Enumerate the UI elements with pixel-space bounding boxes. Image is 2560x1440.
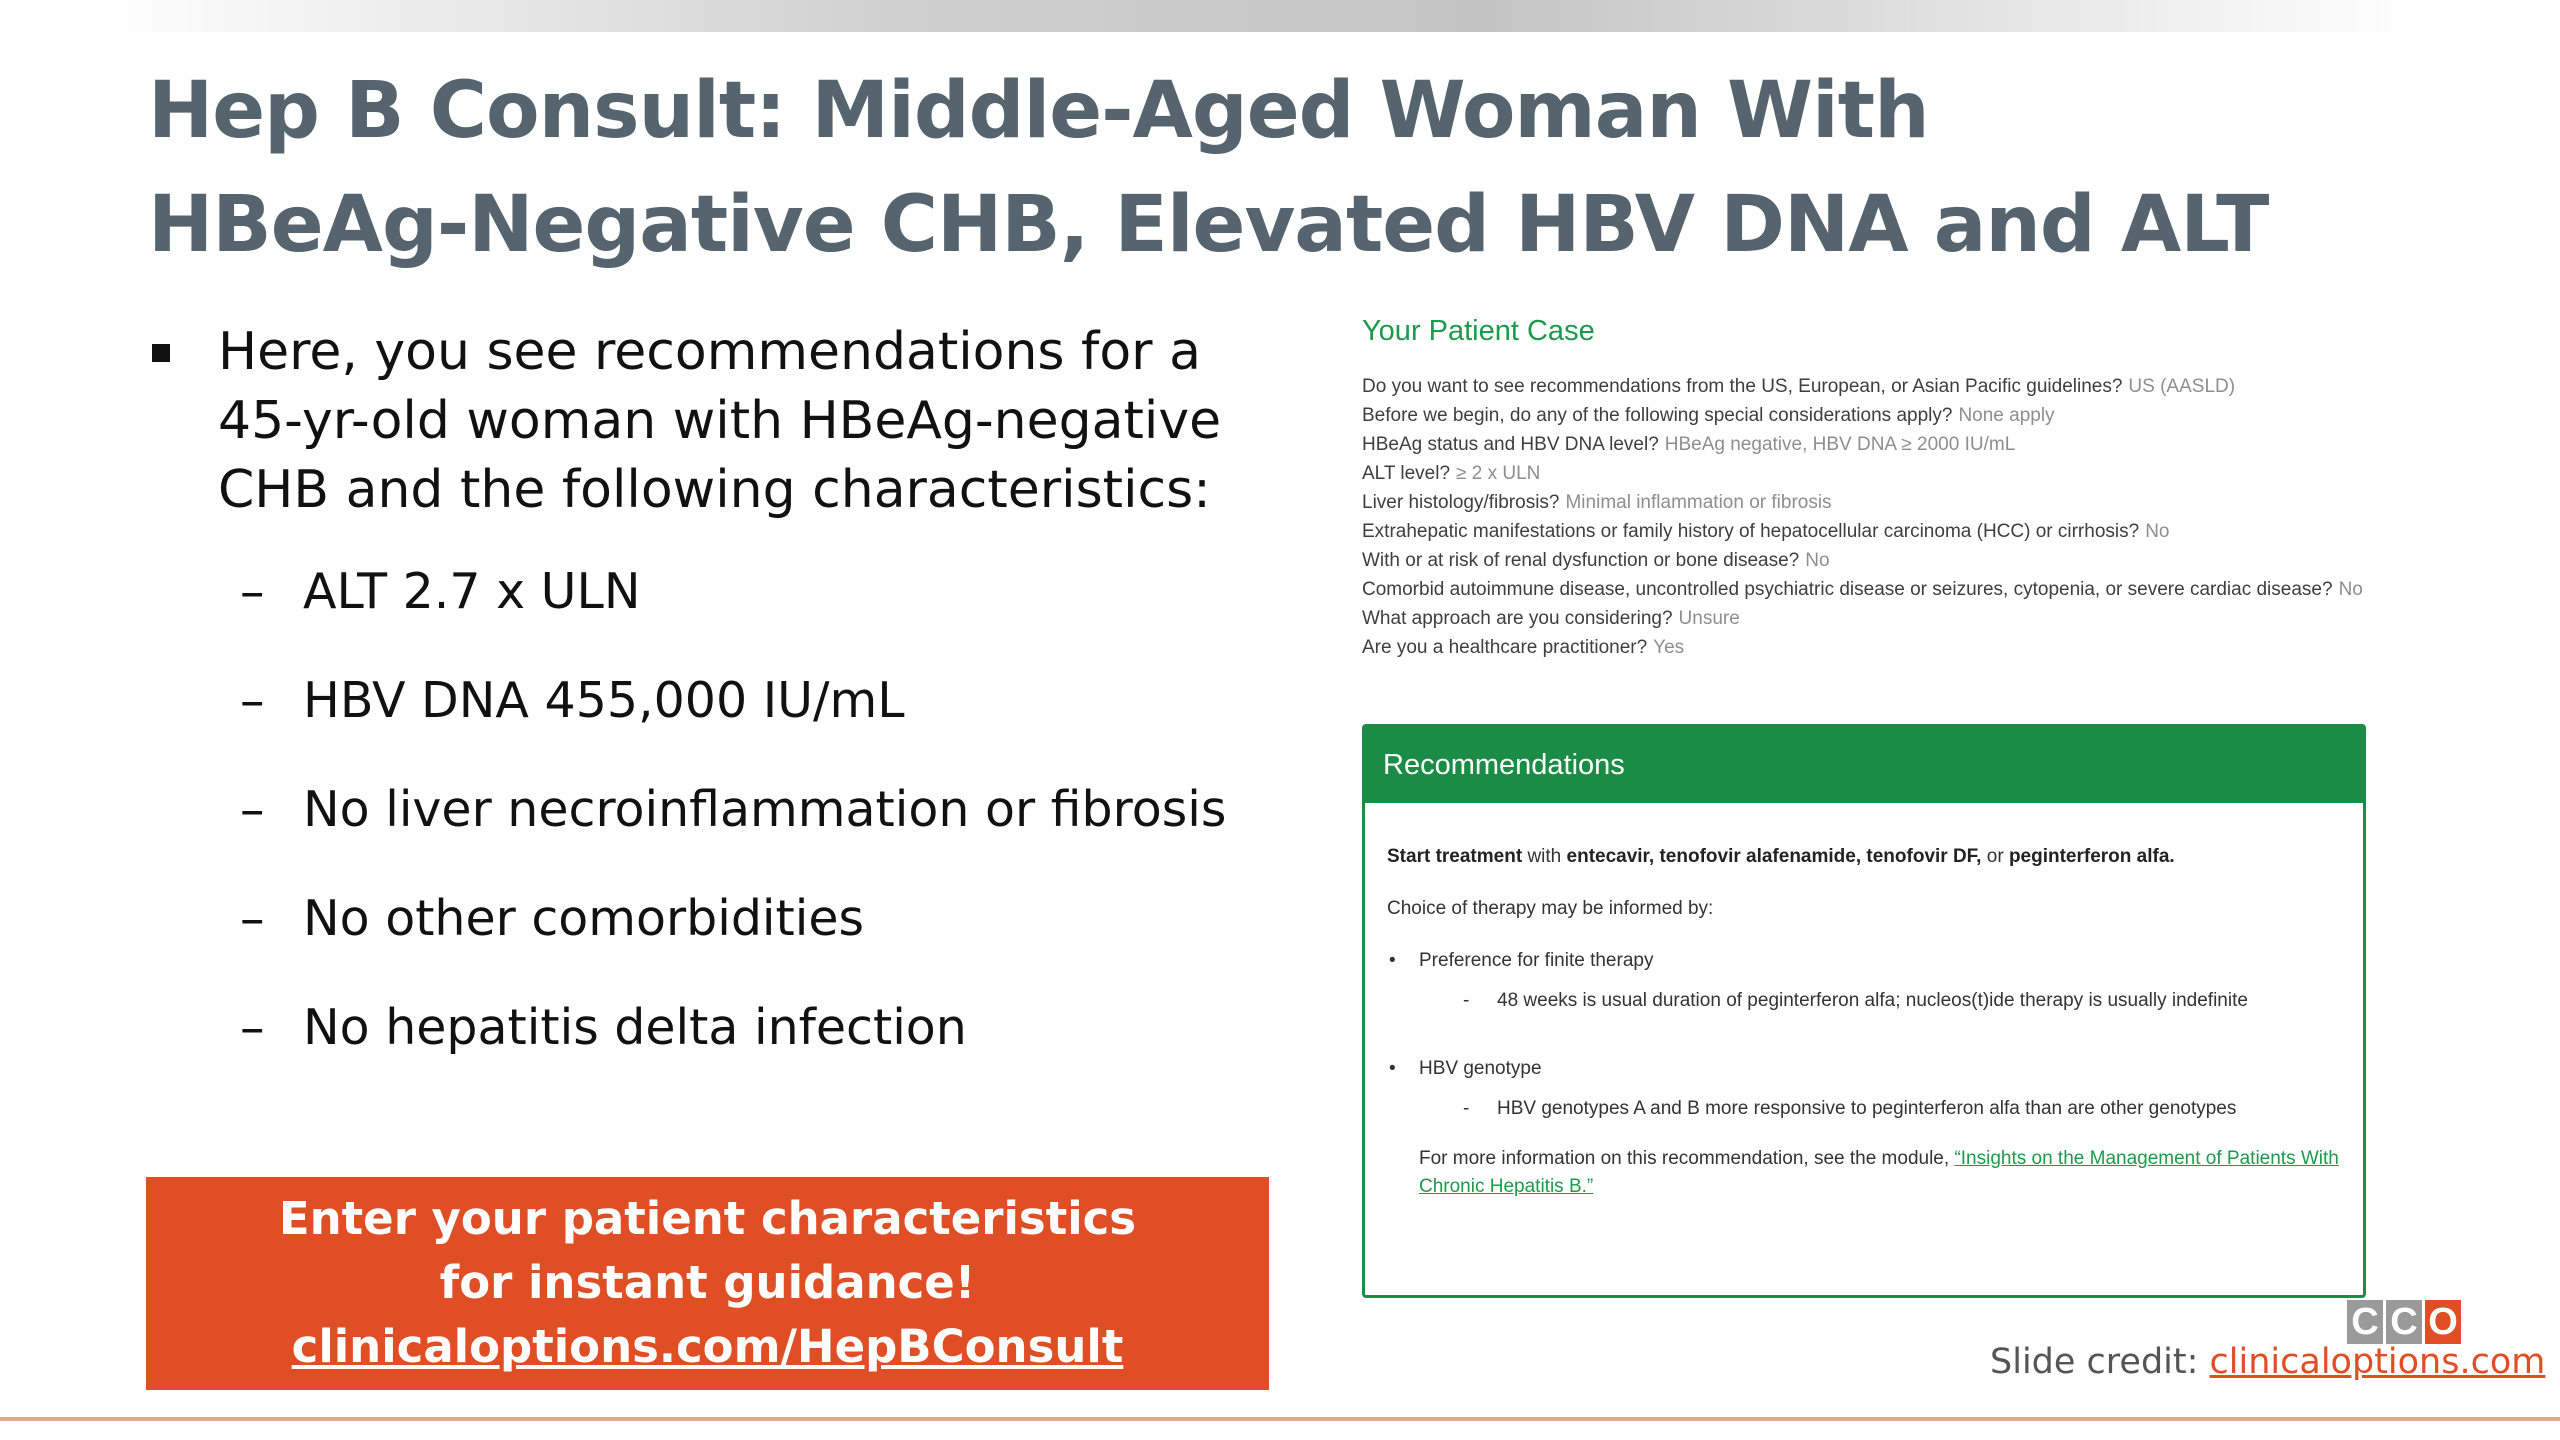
choice-text: Choice of therapy may be informed by: [1387,898,1714,919]
patient-case-heading: Your Patient Case [1362,315,1595,347]
list-item [148,563,1268,621]
question-text: Before we begin, do any of the following special considerations apply? [1362,405,1953,426]
qa-item [1362,430,2372,459]
list-item [1387,1055,2341,1123]
top-gradient-bar [95,0,2415,32]
factor-list [1387,947,2341,1123]
slide-title-line-2: HBeAg-Negative CHB, Elevated HBV DNA and ALT [148,180,2269,270]
bullet-dot-icon: • [1389,1058,1396,1079]
list-item [148,999,1268,1057]
qa-item [1362,604,2372,633]
qa-item [1362,401,2372,430]
recommendations-panel [1362,724,2366,1298]
qa-item [1362,575,2372,604]
question-text: What approach are you considering? [1362,608,1673,629]
answer-text: HBeAg negative, HBV DNA ≥ 2000 IU/mL [1664,434,2016,455]
answer-text: ≥ 2 x ULN [1456,463,1541,484]
cta-link[interactable]: clinicaloptions.com/HepBConsult [291,1320,1124,1373]
list-item [148,781,1268,839]
module-link[interactable]: “Insights on the Management of Patients With Chronic Hepatitis B.” [1419,1148,2339,1197]
cco-logo [2347,1300,2464,1348]
characteristic-text: No hepatitis delta infection [303,999,967,1056]
cta-banner[interactable] [146,1177,1269,1390]
dash-icon: - [1463,990,1470,1011]
dash-icon: - [1463,1098,1470,1119]
logo-letter: C [2386,1300,2422,1344]
question-text: ALT level? [1362,463,1451,484]
characteristic-text: HBV DNA 455,000 IU/mL [303,672,905,729]
answer-text: Minimal inflammation or fibrosis [1565,492,1832,513]
answer-text: No [2145,521,2170,542]
drug-list: entecavir, tenofovir alafenamide, tenofovir DF, [1566,846,1982,867]
factor-text: Preference for finite therapy [1419,950,1654,971]
characteristic-text: No liver necroinflammation or fibrosis [303,781,1227,838]
characteristic-text: ALT 2.7 x ULN [303,563,641,620]
left-content [148,318,1268,1108]
credit-link[interactable]: clinicaloptions.com [2209,1342,2546,1382]
characteristic-text: No other comorbidities [303,890,865,947]
start-treatment-text [1387,843,2341,871]
patient-case-panel [1362,312,2372,662]
more-info [1387,1145,2341,1201]
answer-text: Yes [1653,637,1685,658]
factor-detail-text: HBV genotypes A and B more responsive to peginterferon alfa than are other genotypes [1497,1098,2237,1119]
factor-text: HBV genotype [1419,1058,1542,1079]
with-text: with [1527,846,1562,867]
question-text: Comorbid autoimmune disease, uncontrolled psychiatric disease or seizures, cytopenia, or severe cardiac disease? [1362,579,2333,600]
answer-text: Unsure [1678,608,1740,629]
list-item [148,890,1268,948]
qa-item [1362,459,2372,488]
qa-item [1362,546,2372,575]
list-item [1387,947,2341,1015]
factor-detail [1419,987,2341,1015]
dash-icon: – [240,999,265,1056]
more-info-text: For more information on this recommendation, see the module, [1419,1148,1950,1169]
characteristics-list [148,563,1268,1057]
credit-label: Slide credit: [1990,1342,2199,1382]
qa-item [1362,488,2372,517]
start-treatment-bold: Start treatment [1387,846,1523,867]
qa-item [1362,633,2372,662]
question-text: Liver histology/fibrosis? [1362,492,1560,513]
factor-detail [1419,1095,2341,1123]
bullet-dot-icon: • [1389,950,1396,971]
cta-line-2: for instant guidance! [439,1256,976,1309]
main-bullet [148,318,1268,525]
qa-item [1362,517,2372,546]
logo-letter: O [2425,1300,2461,1344]
answer-text: No [2338,579,2363,600]
question-text: Are you a healthcare practitioner? [1362,637,1648,658]
slide-credit [1990,1342,2545,1382]
dash-icon: – [240,563,265,620]
main-bullet-text: Here, you see recommendations for a 45-yr-old woman with HBeAg-negative CHB and the following characteristics: [218,322,1222,520]
slide-title [148,54,2448,282]
question-text: Extrahepatic manifestations or family history of hepatocellular carcinoma (HCC) or cirrhosis? [1362,521,2140,542]
question-text: HBeAg status and HBV DNA level? [1362,434,1659,455]
recommendations-body [1365,803,2363,1201]
answer-text: US (AASLD) [2128,376,2236,397]
answer-text: None apply [1958,405,2055,426]
question-text: Do you want to see recommendations from the US, European, or Asian Pacific guidelines? [1362,376,2123,397]
dash-icon: – [240,672,265,729]
question-text: With or at risk of renal dysfunction or bone disease? [1362,550,1800,571]
slide-title-line-1: Hep B Consult: Middle-Aged Woman With [148,66,1929,156]
drug-peginterferon: peginterferon alfa. [2008,846,2175,867]
dash-icon: – [240,781,265,838]
qa-item [1362,372,2372,401]
dash-icon: – [240,890,265,947]
or-text: or [1986,846,2004,867]
answer-text: No [1805,550,1830,571]
list-item [148,672,1268,730]
factor-detail-text: 48 weeks is usual duration of peginterferon alfa; nucleos(t)ide therapy is usually indefinite [1497,990,2248,1011]
bottom-divider [0,1417,2560,1421]
recommendations-heading: Recommendations [1365,727,2363,803]
logo-letter: C [2347,1300,2383,1344]
cta-line-1: Enter your patient characteristics [278,1192,1137,1245]
square-bullet-icon [152,344,170,362]
